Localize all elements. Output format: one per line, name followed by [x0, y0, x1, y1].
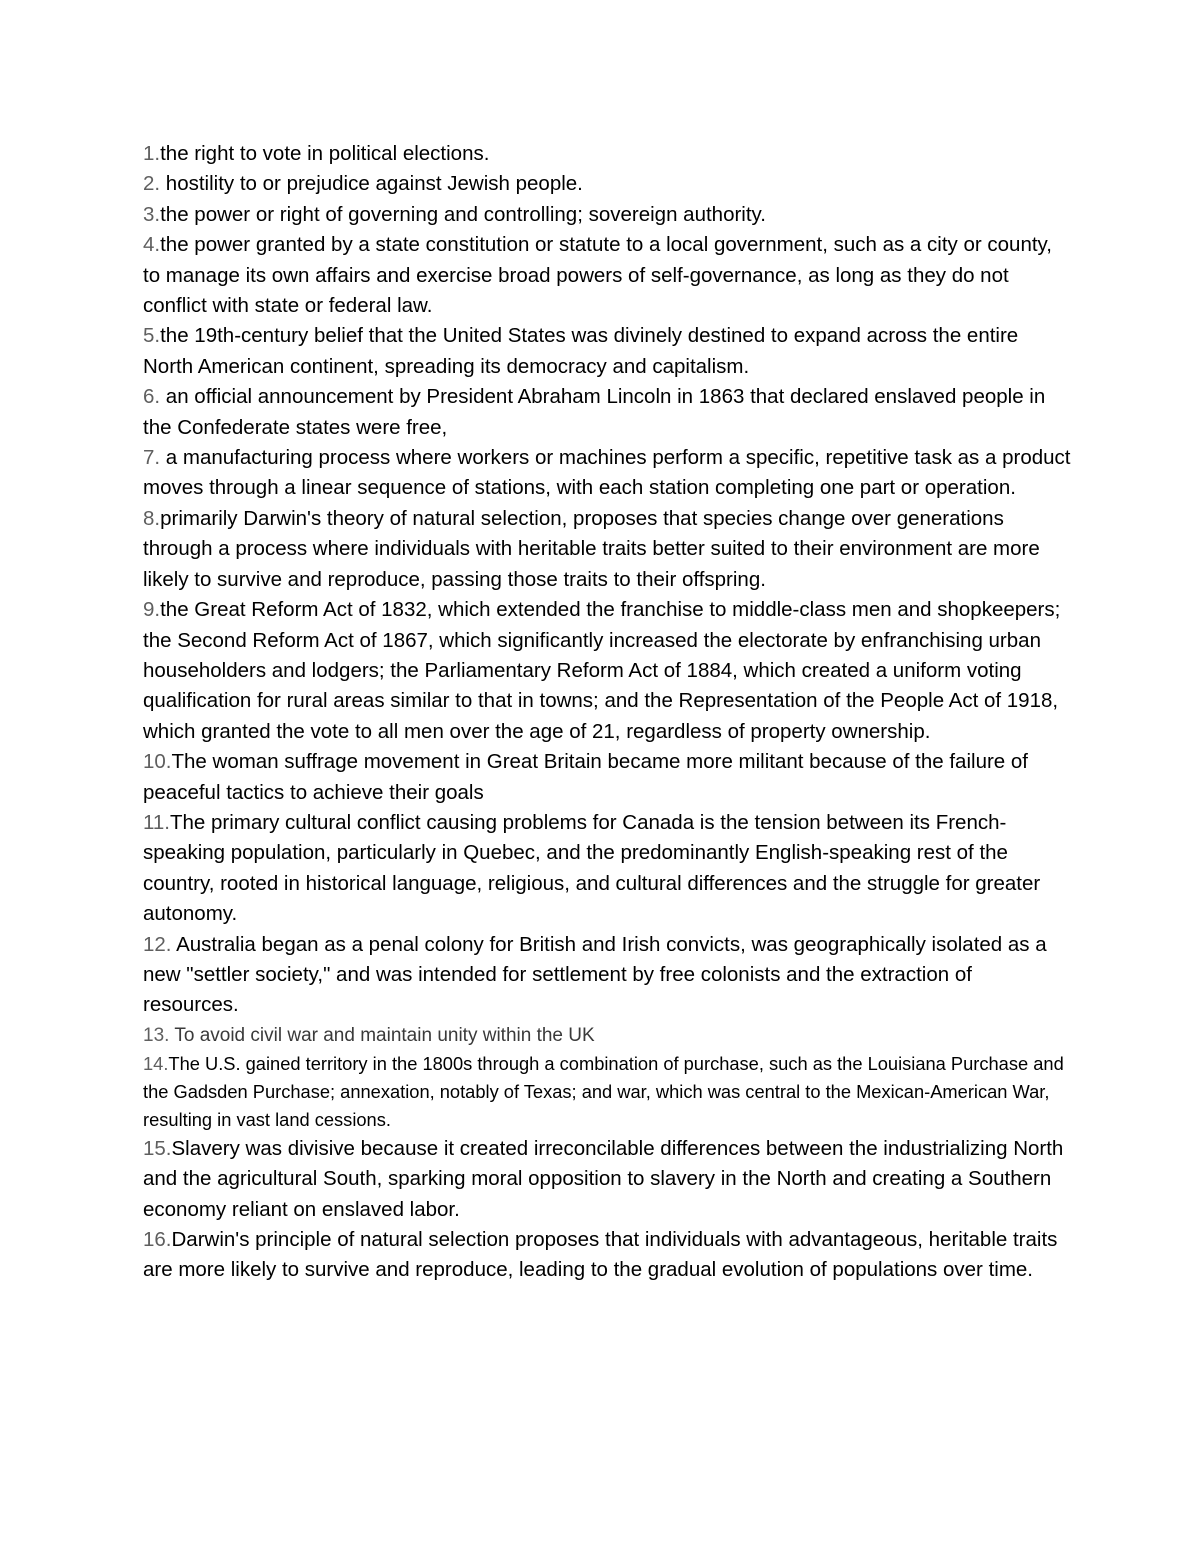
- answer-number: 11.: [143, 810, 170, 834]
- answer-text: primarily Darwin's theory of natural selection, proposes that species change over generations through a process where individuals with heritable traits better suited to their environment are more likely to survive and reproduce, passing those traits to their offspring.: [143, 506, 1040, 591]
- answer-text: the 19th-century belief that the United States was divinely destined to expand across the entire North American continent, spreading its democracy and capitalism.: [143, 324, 1019, 378]
- answer-number: 9.: [143, 598, 161, 622]
- answer-text: the power granted by a state constitution or statute to a local government, such as a city or county, to manage its own affairs and exercise broad powers of self-governance, as long as they do not conflict with state or federal law.: [143, 233, 1052, 318]
- answer-text: Australia began as a penal colony for British and Irish convicts, was geographically isolated as a new "settler society," and was intended for settlement by free colonists and the extraction of resources.: [143, 932, 1047, 1017]
- answer-number: 13.: [143, 1024, 170, 1046]
- answer-13: [143, 1021, 1073, 1050]
- answer-list: [143, 139, 1073, 1286]
- answer-4: [143, 230, 1073, 321]
- answer-number: 4.: [143, 233, 161, 257]
- answer-text: hostility to or prejudice against Jewish people.: [160, 172, 583, 196]
- answer-number: 10.: [143, 750, 172, 774]
- answer-text: Darwin's principle of natural selection proposes that individuals with advantageous, heritable traits are more likely to survive and reproduce, leading to the gradual evolution of populations over time.: [143, 1228, 1058, 1282]
- answer-3: [143, 200, 1073, 230]
- answer-text: Slavery was divisive because it created irreconcilable differences between the industrializing North and the agricultural South, sparking moral opposition to slavery in the North and creating a Southern economy reliant on enslaved labor.: [143, 1136, 1064, 1221]
- answer-9: [143, 595, 1073, 747]
- answer-number: 2.: [143, 172, 161, 196]
- answer-text: the power or right of governing and controlling; sovereign authority.: [160, 202, 766, 226]
- answer-15: [143, 1134, 1073, 1225]
- answer-number: 6.: [143, 385, 161, 409]
- answer-text: The U.S. gained territory in the 1800s through a combination of purchase, such as the Louisiana Purchase and the Gadsden Purchase; annexation, notably of Texas; and war, which was central to the Mexican-American War, resulting in vast land cessions.: [143, 1052, 1064, 1130]
- answer-2: [143, 169, 1073, 199]
- answer-text: a manufacturing process where workers or machines perform a specific, repetitive task as a product moves through a linear sequence of stations, with each station completing one part or operation.: [143, 446, 1071, 500]
- answer-number: 15.: [143, 1136, 172, 1160]
- answer-number: 1.: [143, 142, 161, 165]
- answer-12: [143, 930, 1073, 1021]
- answer-text: To avoid civil war and maintain unity within the UK: [169, 1024, 595, 1046]
- answer-number: 16.: [143, 1228, 172, 1251]
- answer-10: [143, 747, 1073, 808]
- answer-16: [143, 1225, 1073, 1286]
- answer-number: 7.: [143, 446, 161, 470]
- answer-text: an official announcement by President Abraham Lincoln in 1863 that declared enslaved people in the Confederate states were free,: [143, 385, 1046, 439]
- answer-14: [143, 1050, 1073, 1134]
- answer-6: [143, 382, 1073, 443]
- answer-number: 12.: [143, 932, 172, 956]
- answer-number: 3.: [143, 202, 161, 226]
- answer-number: 8.: [143, 506, 161, 530]
- answer-11: [143, 808, 1073, 930]
- answer-5: [143, 321, 1073, 382]
- answer-text: the Great Reform Act of 1832, which extended the franchise to middle-class men and shopkeepers; the Second Reform Act of 1867, which significantly increased the electorate by enfranchising urban householders and lodgers; the Parliamentary Reform Act of 1884, which created a uniform voting qualification for rural areas similar to that in towns; and the Representation of the People Act of 1918, which granted the vote to all men over the age of 21, regardless of property ownership.: [143, 598, 1061, 743]
- answer-text: The woman suffrage movement in Great Britain became more militant because of the failure of peaceful tactics to achieve their goals: [143, 750, 1028, 804]
- answer-text: the right to vote in political elections.: [160, 142, 490, 165]
- answer-number: 14.: [143, 1052, 169, 1074]
- answer-7: [143, 443, 1073, 504]
- answer-number: 5.: [143, 324, 161, 348]
- answer-1: [143, 139, 1073, 169]
- answer-text: The primary cultural conflict causing problems for Canada is the tension between its French-speaking population, particularly in Quebec, and the predominantly English-speaking rest of the country, rooted in historical language, religious, and cultural differences and the struggle for greater autonomy.: [143, 810, 1041, 926]
- answer-8: [143, 504, 1073, 595]
